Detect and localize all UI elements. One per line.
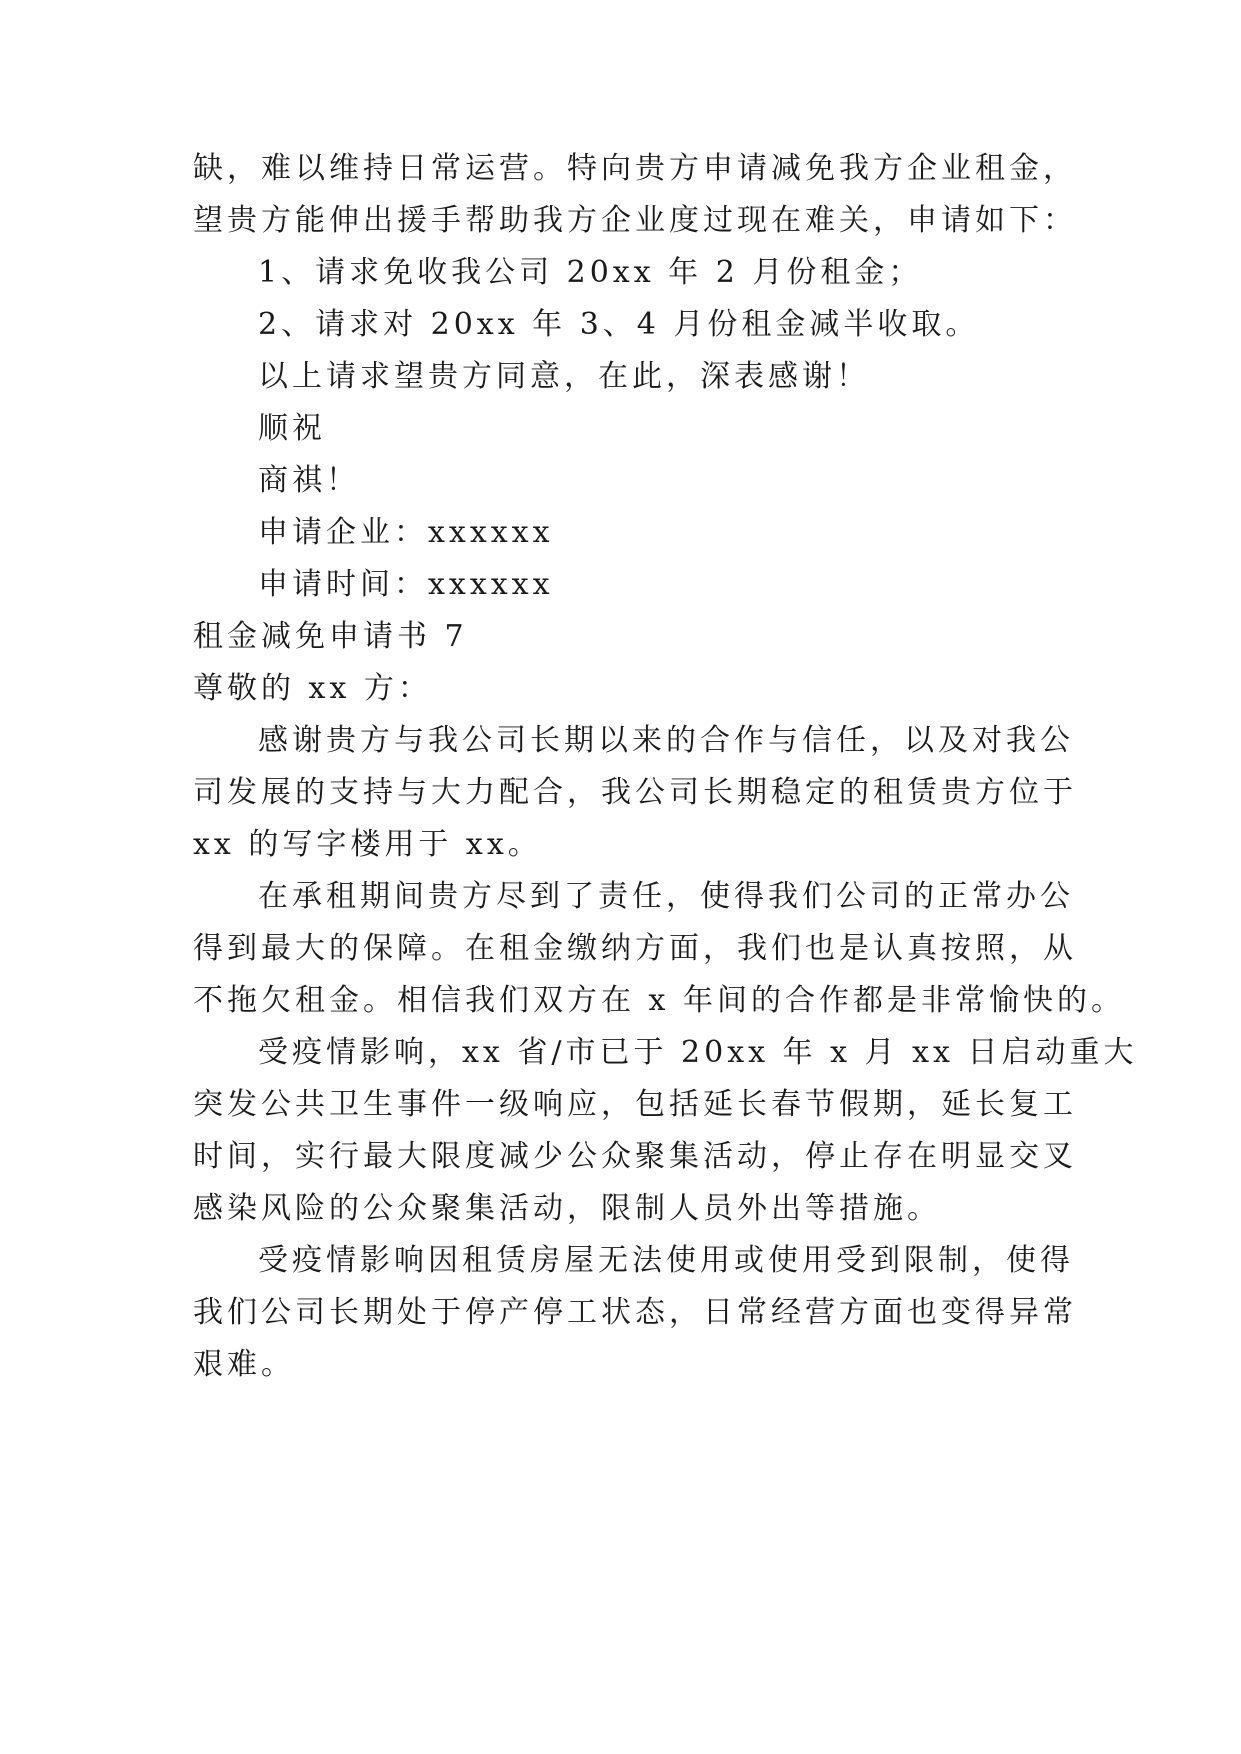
body-line-2: 望贵方能伸出援手帮助我方企业度过现在难关，申请如下：: [193, 203, 1077, 238]
para3-line-3: 时间，实行最大限度减少公众聚集活动，停止存在明显交叉: [193, 1139, 1077, 1174]
applicant-company: 申请企业：xxxxxx: [258, 515, 554, 550]
para1-line-3: xx 的写字楼用于 xx。: [193, 827, 542, 862]
salutation-shangqi: 商祺！: [258, 463, 360, 498]
para1-line-2: 司发展的支持与大力配合，我公司长期稳定的租赁贵方位于: [193, 775, 1077, 810]
request-item-1: 1、请求免收我公司 20xx 年 2 月份租金；: [258, 255, 923, 290]
para4-line-1: 受疫情影响因租赁房屋无法使用或使用受到限制，使得: [258, 1243, 1074, 1278]
closing-thanks: 以上请求望贵方同意，在此，深表感谢！: [258, 359, 870, 394]
para3-line-2: 突发公共卫生事件一级响应，包括延长春节假期，延长复工: [193, 1087, 1077, 1122]
para4-line-2: 我们公司长期处于停产停工状态，日常经营方面也变得异常: [193, 1295, 1077, 1330]
body-line-1: 缺，难以维持日常运营。特向贵方申请减免我方企业租金，: [193, 151, 1077, 186]
para4-line-3: 艰难。: [193, 1347, 295, 1382]
letter-greeting: 尊敬的 xx 方：: [193, 671, 432, 706]
para3-line-1: 受疫情影响，xx 省/市已于 20xx 年 x 月 xx 日启动重大: [258, 1035, 1138, 1070]
para3-line-4: 感染风险的公众聚集活动，限制人员外出等措施。: [193, 1191, 941, 1226]
para1-line-1: 感谢贵方与我公司长期以来的合作与信任，以及对我公: [258, 723, 1074, 758]
application-date: 申请时间：xxxxxx: [258, 567, 554, 602]
para2-line-1: 在承租期间贵方尽到了责任，使得我们公司的正常办公: [258, 879, 1074, 914]
section-title: 租金减免申请书 7: [193, 619, 468, 654]
para2-line-3: 不拖欠租金。相信我们双方在 x 年间的合作都是非常愉快的。: [193, 983, 1125, 1018]
salutation-shunzhu: 顺祝: [258, 411, 326, 446]
para2-line-2: 得到最大的保障。在租金缴纳方面，我们也是认真按照，从: [193, 931, 1077, 966]
request-item-2: 2、请求对 20xx 年 3、4 月份租金减半收取。: [258, 307, 980, 342]
